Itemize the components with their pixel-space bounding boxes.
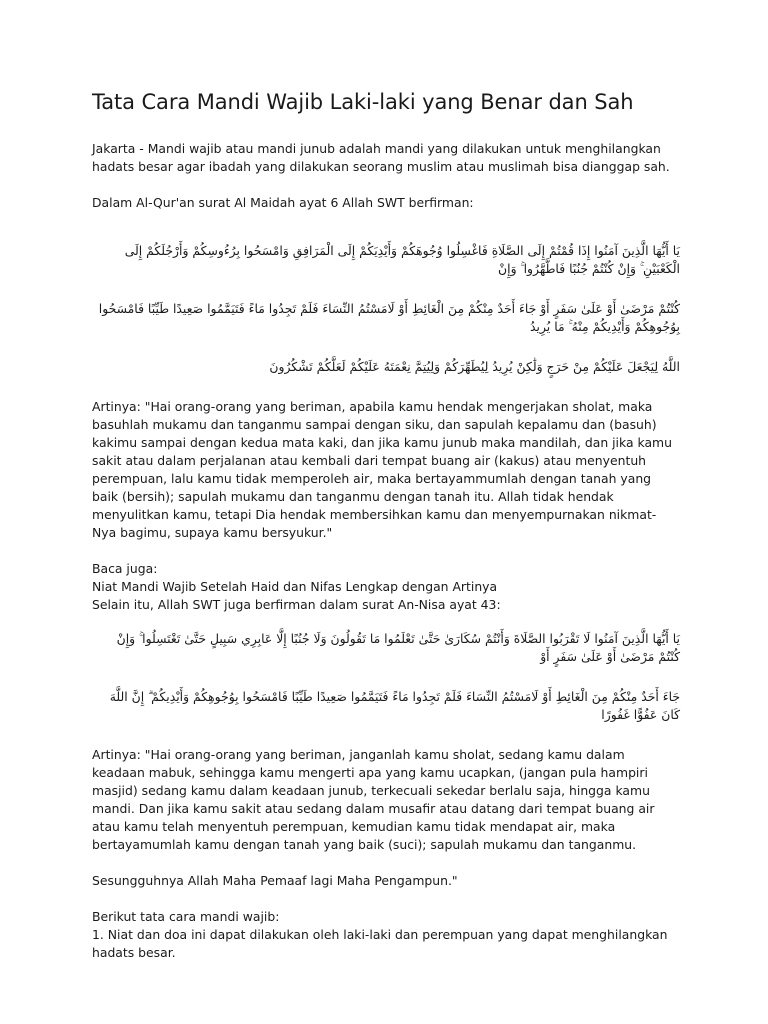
arabic-verse-an-nisa-part-1: يَا أَيُّهَا الَّذِينَ آمَنُوا لَا تَقْرَبُوا الصَّلَاةَ وَأَنْتُمْ سُكَارَىٰ حَتَّىٰ تَعْلَمُوا مَا تَقُولُونَ وَلَا جُنُبًا إِلَّا عَابِرِي سَبِيلٍ حَتَّىٰ تَغْتَسِلُوا ۚ وَإِنْ كُنْتُمْ مَرْضَىٰ أَوْ عَلَىٰ سَفَرٍ أَوْ	[116, 631, 680, 664]
quote-intro-an-nisa: Selain itu, Allah SWT juga berfirman dalam surat An-Nisa ayat 43:	[92, 597, 501, 612]
baca-juga-label: Baca juga:	[92, 561, 158, 576]
quote-intro-al-maidah: Dalam Al-Qur'an surat Al Maidah ayat 6 Allah SWT berfirman:	[92, 195, 474, 210]
translation-an-nisa: Artinya: "Hai orang-orang yang beriman, janganlah kamu sholat, sedang kamu dalam keadaan mabuk, sehingga kamu mengerti apa yang kamu ucapkan, (jangan pula hampiri masjid) sedang kamu dalam keadaan junub, terkecuali sekedar berlalu saja, hingga kamu mandi. Dan jika kamu sakit atau sedang dalam musafir atau datang dari tempat buang air atau kamu telah menyentuh perempuan, kemudian kamu tidak mendapat air, maka bertayamumlah kamu dengan tanah yang baik (suci); sapulah mukamu dan tanganmu.	[92, 747, 655, 852]
baca-juga-link[interactable]: Niat Mandi Wajib Setelah Haid dan Nifas Lengkap dengan Artinya	[92, 579, 498, 594]
arabic-verse-al-maidah-part-3: اللَّهُ لِيَجْعَلَ عَلَيْكُمْ مِنْ حَرَجٍ وَلَٰكِنْ يُرِيدُ لِيُطَهِّرَكُمْ وَلِيُتِمَّ نِعْمَتَهُ عَلَيْكُمْ لَعَلَّكُمْ تَشْكُرُونَ	[269, 359, 680, 374]
translation-an-nisa-end: Sesungguhnya Allah Maha Pemaaf lagi Maha Pengampun."	[92, 873, 458, 888]
intro-paragraph: Jakarta - Mandi wajib atau mandi junub adalah mandi yang dilakukan untuk menghilangkan hadats besar agar ibadah yang dilakukan seorang muslim atau muslimah bisa dianggap sah.	[92, 141, 670, 174]
document-title: Tata Cara Mandi Wajib Laki-laki yang Benar dan Sah	[92, 90, 634, 114]
step-1: 1. Niat dan doa ini dapat dilakukan oleh laki-laki dan perempuan yang dapat menghilangkan hadats besar.	[92, 927, 668, 960]
document-page	[92, 90, 680, 962]
steps-intro: Berikut tata cara mandi wajib:	[92, 909, 280, 924]
arabic-verse-al-maidah-part-1: يَا أَيُّهَا الَّذِينَ آمَنُوا إِذَا قُمْتُمْ إِلَى الصَّلَاةِ فَاغْسِلُوا وُجُوهَكُمْ وَأَيْدِيَكُمْ إِلَى الْمَرَافِقِ وَامْسَحُوا بِرُءُوسِكُمْ وَأَرْجُلَكُمْ إِلَى الْكَعْبَيْنِ ۚ وَإِنْ كُنْتُمْ جُنُبًا فَاطَّهَّرُوا ۚ وَإِنْ	[124, 243, 680, 276]
translation-al-maidah: Artinya: "Hai orang-orang yang beriman, apabila kamu hendak mengerjakan sholat, maka basuhlah mukamu dan tanganmu sampai dengan siku, dan sapulah kepalamu dan (basuh) kakimu sampai dengan kedua mata kaki, dan jika kamu junub maka mandilah, dan jika kamu sakit atau dalam perjalanan atau kembali dari tempat buang air (kakus) atau menyentuh perempuan, lalu kamu tidak memperoleh air, maka bertayammumlah dengan tanah yang baik (bersih); sapulah mukamu dan tanganmu dengan tanah itu. Allah tidak hendak menyulitkan kamu, tetapi Dia hendak membersihkan kamu dan menyempurnakan nikmat-Nya bagimu, supaya kamu bersyukur."	[92, 399, 672, 540]
arabic-verse-an-nisa-part-2: جَاءَ أَحَدٌ مِنْكُمْ مِنَ الْغَائِطِ أَوْ لَامَسْتُمُ النِّسَاءَ فَلَمْ تَجِدُوا مَاءً فَتَيَمَّمُوا صَعِيدًا طَيِّبًا فَامْسَحُوا بِوُجُوهِكُمْ وَأَيْدِيكُمْ ۗ إِنَّ اللَّهَ كَانَ عَفُوًّا غَفُورًا	[109, 689, 680, 722]
arabic-verse-al-maidah-part-2: كُنْتُمْ مَرْضَىٰ أَوْ عَلَىٰ سَفَرٍ أَوْ جَاءَ أَحَدٌ مِنْكُمْ مِنَ الْغَائِطِ أَوْ لَامَسْتُمُ النِّسَاءَ فَلَمْ تَجِدُوا مَاءً فَتَيَمَّمُوا صَعِيدًا طَيِّبًا فَامْسَحُوا بِوُجُوهِكُمْ وَأَيْدِيكُمْ مِنْهُ ۚ مَا يُرِيدُ	[98, 301, 680, 334]
